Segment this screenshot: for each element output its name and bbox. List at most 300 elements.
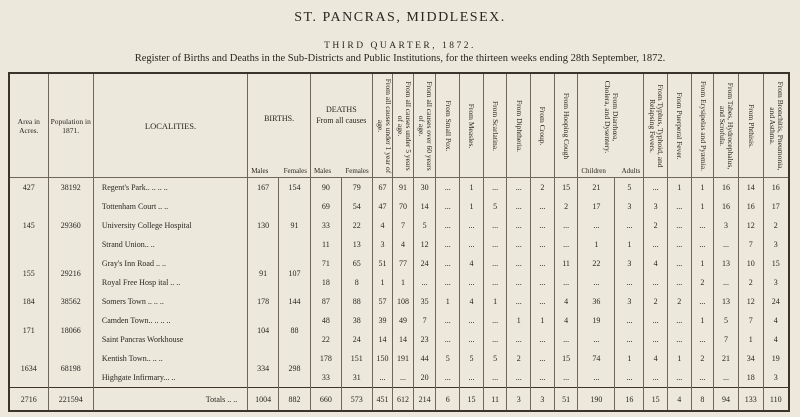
cell-ty: ...: [644, 368, 668, 388]
table-row: [9, 235, 789, 254]
cell-pu: ...: [667, 254, 691, 273]
cell-hc: 15: [554, 178, 578, 198]
cell-dm: 18: [310, 273, 341, 292]
cell-area: 184: [9, 292, 48, 311]
cell-da: 1: [615, 235, 644, 254]
register-table: [8, 72, 790, 412]
cell-o60: 5: [413, 216, 436, 235]
cell-u5: 77: [393, 254, 414, 273]
cell-u5: ...: [393, 368, 414, 388]
deaths-males-label: Males: [313, 167, 332, 175]
total-da: 16: [615, 388, 644, 412]
cell-ta: 21: [714, 349, 739, 368]
cell-da: ...: [615, 368, 644, 388]
cell-hc: ...: [554, 330, 578, 349]
cell-u5: 7: [393, 216, 414, 235]
cell-er: ...: [691, 216, 714, 235]
cell-bf: 144: [279, 292, 311, 311]
cell-o60: 23: [413, 330, 436, 349]
cell-df: 24: [341, 330, 372, 349]
table-row: [9, 216, 789, 235]
cell-pu: 2: [667, 292, 691, 311]
cell-loc: Saint Pancras Workhouse: [93, 330, 247, 349]
cell-ty: ...: [644, 273, 668, 292]
cell-cr: ...: [531, 273, 555, 292]
cell-df: 22: [341, 216, 372, 235]
cell-er: 1: [691, 311, 714, 330]
cell-dc: 19: [578, 311, 615, 330]
cell-o60: 12: [413, 235, 436, 254]
total-ph: 133: [738, 388, 763, 412]
cell-br: 24: [763, 292, 789, 311]
header-under1: From all causes under 1 year of age.: [372, 73, 393, 178]
cell-da: ...: [615, 216, 644, 235]
cell-loc: Gray's Inn Road .. ..: [93, 254, 247, 273]
cell-cr: ...: [531, 197, 555, 216]
cell-loc: Kentish Town.. .. ..: [93, 349, 247, 368]
cell-pu: ...: [667, 197, 691, 216]
cell-u5: 70: [393, 197, 414, 216]
cell-ty: ...: [644, 330, 668, 349]
cell-dc: 22: [578, 254, 615, 273]
header-bronchitis: From Bronchitis, Pneumonia, and Asthma.: [763, 73, 789, 178]
cell-ph: 34: [738, 349, 763, 368]
cell-dc: ...: [578, 330, 615, 349]
cell-pu: ...: [667, 330, 691, 349]
cell-sc: 5: [483, 197, 507, 216]
cell-area: 171: [9, 311, 48, 349]
total-cr: 3: [531, 388, 555, 412]
cell-me: 4: [460, 254, 484, 273]
cell-dm: 33: [310, 368, 341, 388]
cell-me: 4: [460, 292, 484, 311]
cell-bf: 107: [279, 254, 311, 292]
cell-pu: 1: [667, 349, 691, 368]
cell-u1: 1: [372, 273, 393, 292]
cell-hc: 4: [554, 311, 578, 330]
cell-loc: University College Hospital: [93, 216, 247, 235]
total-sc: 11: [483, 388, 507, 412]
cell-er: 1: [691, 197, 714, 216]
total-u1: 451: [372, 388, 393, 412]
cell-br: 15: [763, 254, 789, 273]
cell-o60: 20: [413, 368, 436, 388]
cell-df: 8: [341, 273, 372, 292]
total-bf: 882: [279, 388, 311, 412]
diarrhoea-children-label: Children: [581, 167, 606, 175]
header-measles: From Measles.: [460, 73, 484, 178]
header-smallpox: From Small Pox.: [436, 73, 460, 178]
header-births: [248, 73, 311, 178]
cell-cr: 2: [531, 178, 555, 198]
cell-bm: 334: [248, 349, 279, 388]
cell-sp: ...: [436, 311, 460, 330]
cell-ty: ...: [644, 178, 668, 198]
cell-u1: 150: [372, 349, 393, 368]
total-loc: Totals .. ..: [93, 388, 247, 412]
cell-sp: ...: [436, 273, 460, 292]
diarrhoea-adults-label: Adults: [621, 167, 641, 175]
cell-u5: 1: [393, 273, 414, 292]
cell-dm: 22: [310, 330, 341, 349]
total-hc: 51: [554, 388, 578, 412]
cell-di: 2: [507, 349, 531, 368]
quarter-subtitle: THIRD QUARTER, 1872.: [324, 41, 476, 51]
total-dm: 660: [310, 388, 341, 412]
cell-sc: ...: [483, 330, 507, 349]
cell-ph: 1: [738, 330, 763, 349]
cell-u1: ...: [372, 368, 393, 388]
header-tabes: From Tabes, Hydrocephalus, and Scrofula.: [714, 73, 739, 178]
cell-pop: 29216: [48, 254, 93, 292]
header-deaths: [310, 73, 372, 178]
cell-sp: 5: [436, 349, 460, 368]
cell-dc: 17: [578, 197, 615, 216]
cell-sc: 1: [483, 292, 507, 311]
header-under5: From all causes under 5 years of age.: [393, 73, 414, 178]
cell-da: ...: [615, 330, 644, 349]
cell-di: ...: [507, 254, 531, 273]
cell-o60: ...: [413, 273, 436, 292]
cell-df: 38: [341, 311, 372, 330]
births-females-label: Females: [283, 167, 307, 175]
cell-cr: ...: [531, 235, 555, 254]
cell-bf: 88: [279, 311, 311, 349]
cell-loc: Highgate Infirmary... ..: [93, 368, 247, 388]
cell-pu: ...: [667, 216, 691, 235]
cell-dm: 69: [310, 197, 341, 216]
cell-ta: ...: [714, 273, 739, 292]
cell-sc: ...: [483, 368, 507, 388]
cell-br: 3: [763, 235, 789, 254]
cell-da: ...: [615, 273, 644, 292]
deaths-label: DEATHS: [325, 105, 357, 114]
cell-u5: 4: [393, 235, 414, 254]
header-localities: LOCALITIES.: [93, 73, 247, 178]
cell-loc: Somers Town .. .. ..: [93, 292, 247, 311]
cell-dc: ...: [578, 216, 615, 235]
cell-hc: ...: [554, 216, 578, 235]
total-o60: 214: [413, 388, 436, 412]
cell-ty: 2: [644, 216, 668, 235]
cell-o60: 24: [413, 254, 436, 273]
cell-er: ...: [691, 368, 714, 388]
header-croup: From Croup.: [531, 73, 555, 178]
cell-ph: 16: [738, 197, 763, 216]
table-row: [9, 197, 789, 216]
table-row: [9, 330, 789, 349]
cell-sc: 5: [483, 349, 507, 368]
cell-da: 3: [615, 254, 644, 273]
total-dc: 190: [578, 388, 615, 412]
cell-sp: ...: [436, 330, 460, 349]
cell-hc: 2: [554, 197, 578, 216]
cell-pu: ...: [667, 235, 691, 254]
cell-df: 13: [341, 235, 372, 254]
cell-br: 19: [763, 349, 789, 368]
cell-df: 65: [341, 254, 372, 273]
cell-pop: 38192: [48, 178, 93, 198]
cell-er: ...: [691, 330, 714, 349]
cell-di: ...: [507, 273, 531, 292]
cell-dm: 11: [310, 235, 341, 254]
cell-pu: 1: [667, 178, 691, 198]
cell-di: 1: [507, 311, 531, 330]
cell-ph: 7: [738, 235, 763, 254]
cell-me: ...: [460, 330, 484, 349]
cell-di: ...: [507, 178, 531, 198]
table-header: [9, 73, 789, 178]
table-row: [9, 254, 789, 273]
cell-ty: 3: [644, 197, 668, 216]
cell-sc: ...: [483, 273, 507, 292]
cell-br: 4: [763, 330, 789, 349]
cell-u5: 191: [393, 349, 414, 368]
cell-sp: ...: [436, 216, 460, 235]
totals-row: [9, 388, 789, 412]
cell-er: 1: [691, 178, 714, 198]
total-di: 3: [507, 388, 531, 412]
cell-dc: ...: [578, 273, 615, 292]
cell-me: 5: [460, 349, 484, 368]
cell-da: 3: [615, 292, 644, 311]
cell-me: ...: [460, 368, 484, 388]
cell-sp: ...: [436, 197, 460, 216]
cell-dc: 36: [578, 292, 615, 311]
page-title: ST. PANCRAS, MIDDLESEX.: [294, 10, 506, 25]
cell-cr: ...: [531, 292, 555, 311]
cell-ph: 10: [738, 254, 763, 273]
cell-ta: ...: [714, 368, 739, 388]
header-scarlatina: From Scarlatina.: [483, 73, 507, 178]
cell-er: 1: [691, 254, 714, 273]
cell-pop: 29360: [48, 197, 93, 254]
cell-ty: 2: [644, 292, 668, 311]
cell-ph: 18: [738, 368, 763, 388]
cell-dc: 1: [578, 235, 615, 254]
cell-hc: ...: [554, 368, 578, 388]
cell-dc: 74: [578, 349, 615, 368]
header-area: Area in Acres.: [9, 73, 48, 178]
cell-sp: ...: [436, 235, 460, 254]
cell-hc: 15: [554, 349, 578, 368]
cell-di: ...: [507, 330, 531, 349]
header-population: Population in 1871.: [48, 73, 93, 178]
cell-df: 54: [341, 197, 372, 216]
cell-loc: Royal Free Hosp ital .. ..: [93, 273, 247, 292]
cell-u1: 4: [372, 216, 393, 235]
cell-sc: ...: [483, 216, 507, 235]
cell-u1: 57: [372, 292, 393, 311]
cell-cr: 1: [531, 311, 555, 330]
cell-ph: 12: [738, 292, 763, 311]
register-subheading: Register of Births and Deaths in the Sub-Districts and Public Institutions, for the thirteen weeks ending 28th September, 1872.: [134, 53, 666, 64]
header-erysipelas: From Erysipelas and Pyæmia.: [691, 73, 714, 178]
table-row: [9, 273, 789, 292]
cell-pu: ...: [667, 273, 691, 292]
cell-pop: 68198: [48, 349, 93, 388]
cell-pu: ...: [667, 311, 691, 330]
cell-dc: 21: [578, 178, 615, 198]
cell-pop: 18066: [48, 311, 93, 349]
cell-sp: ...: [436, 254, 460, 273]
cell-hc: 4: [554, 292, 578, 311]
cell-da: ...: [615, 311, 644, 330]
cell-bm: 178: [248, 292, 279, 311]
cell-loc: Camden Town.. .. .. ..: [93, 311, 247, 330]
cell-bm: 104: [248, 311, 279, 349]
cell-ta: 3: [714, 216, 739, 235]
table-row: [9, 368, 789, 388]
cell-da: 3: [615, 197, 644, 216]
table-body: [9, 178, 789, 412]
total-sp: 6: [436, 388, 460, 412]
cell-sp: ...: [436, 178, 460, 198]
cell-cr: ...: [531, 216, 555, 235]
cell-loc: Regent's Park.. .. .. ..: [93, 178, 247, 198]
cell-dm: 90: [310, 178, 341, 198]
total-u5: 612: [393, 388, 414, 412]
cell-me: ...: [460, 311, 484, 330]
table-row: [9, 311, 789, 330]
cell-ta: 7: [714, 330, 739, 349]
cell-u5: 49: [393, 311, 414, 330]
cell-br: 4: [763, 311, 789, 330]
cell-df: 151: [341, 349, 372, 368]
cell-ta: 13: [714, 292, 739, 311]
cell-u1: 14: [372, 330, 393, 349]
cell-u1: 51: [372, 254, 393, 273]
cell-da: 5: [615, 178, 644, 198]
header-diphtheria: From Diphtheria.: [507, 73, 531, 178]
cell-u1: 47: [372, 197, 393, 216]
cell-dm: 87: [310, 292, 341, 311]
cell-pu: ...: [667, 368, 691, 388]
cell-dm: 33: [310, 216, 341, 235]
cell-u1: 67: [372, 178, 393, 198]
cell-di: ...: [507, 197, 531, 216]
cell-ph: 14: [738, 178, 763, 198]
births-males-label: Males: [251, 167, 269, 175]
cell-u1: 39: [372, 311, 393, 330]
cell-dm: 178: [310, 349, 341, 368]
total-ty: 15: [644, 388, 668, 412]
total-ta: 94: [714, 388, 739, 412]
deaths-females-label: Females: [345, 167, 369, 175]
total-me: 15: [460, 388, 484, 412]
cell-sp: 1: [436, 292, 460, 311]
cell-hc: 11: [554, 254, 578, 273]
cell-me: 1: [460, 197, 484, 216]
cell-di: ...: [507, 235, 531, 254]
cell-u5: 14: [393, 330, 414, 349]
cell-ta: 13: [714, 254, 739, 273]
cell-er: ...: [691, 235, 714, 254]
cell-dm: 71: [310, 254, 341, 273]
cell-bf: 298: [279, 349, 311, 388]
births-label: BIRTHS.: [264, 114, 295, 123]
deaths-sub-label: From all causes: [316, 116, 367, 125]
cell-me: ...: [460, 216, 484, 235]
table-row: [9, 292, 789, 311]
cell-df: 88: [341, 292, 372, 311]
cell-pop: 38562: [48, 292, 93, 311]
cell-sc: ...: [483, 178, 507, 198]
cell-area: 145: [9, 197, 48, 254]
total-br: 110: [763, 388, 789, 412]
cell-df: 79: [341, 178, 372, 198]
total-pu: 4: [667, 388, 691, 412]
cell-di: ...: [507, 292, 531, 311]
cell-cr: ...: [531, 254, 555, 273]
cell-ph: 12: [738, 216, 763, 235]
cell-u5: 108: [393, 292, 414, 311]
cell-o60: 30: [413, 178, 436, 198]
cell-di: ...: [507, 216, 531, 235]
cell-me: ...: [460, 235, 484, 254]
cell-ph: 2: [738, 273, 763, 292]
total-df: 573: [341, 388, 372, 412]
cell-o60: 35: [413, 292, 436, 311]
cell-di: ...: [507, 368, 531, 388]
cell-bm: 130: [248, 197, 279, 254]
cell-ta: 5: [714, 311, 739, 330]
header-phthisis: From Phthisis.: [738, 73, 763, 178]
cell-area: 427: [9, 178, 48, 198]
cell-dm: 48: [310, 311, 341, 330]
header-over60: From all causes over 60 years of age.: [413, 73, 436, 178]
table-row: [9, 178, 789, 198]
cell-ta: ...: [714, 235, 739, 254]
cell-o60: 7: [413, 311, 436, 330]
cell-ty: 4: [644, 349, 668, 368]
cell-ty: ...: [644, 311, 668, 330]
cell-br: 3: [763, 368, 789, 388]
cell-ph: 7: [738, 311, 763, 330]
cell-u5: 91: [393, 178, 414, 198]
header-hooping: From Hooping Cough: [554, 73, 578, 178]
cell-hc: ...: [554, 273, 578, 292]
cell-da: 1: [615, 349, 644, 368]
cell-bf: 154: [279, 178, 311, 198]
cell-loc: Tottenham Court .. ..: [93, 197, 247, 216]
cell-sc: ...: [483, 235, 507, 254]
cell-br: 3: [763, 273, 789, 292]
cell-br: 2: [763, 216, 789, 235]
cell-me: 1: [460, 178, 484, 198]
cell-cr: ...: [531, 368, 555, 388]
total-er: 8: [691, 388, 714, 412]
cell-dc: ...: [578, 368, 615, 388]
header-puerperal: From Puerperal Fever.: [667, 73, 691, 178]
cell-br: 17: [763, 197, 789, 216]
cell-ty: 4: [644, 254, 668, 273]
cell-df: 31: [341, 368, 372, 388]
cell-br: 16: [763, 178, 789, 198]
cell-ta: 16: [714, 197, 739, 216]
cell-ty: ...: [644, 235, 668, 254]
header-typhus: From Typhus, Typhoid, and Relapsing Fevers.: [644, 73, 668, 178]
cell-er: ...: [691, 292, 714, 311]
total-bm: 1004: [248, 388, 279, 412]
cell-cr: ...: [531, 330, 555, 349]
total-area: 2716: [9, 388, 48, 412]
cell-area: 155: [9, 254, 48, 292]
cell-o60: 44: [413, 349, 436, 368]
cell-sc: ...: [483, 311, 507, 330]
cell-area: 1634: [9, 349, 48, 388]
cell-bm: 91: [248, 254, 279, 292]
